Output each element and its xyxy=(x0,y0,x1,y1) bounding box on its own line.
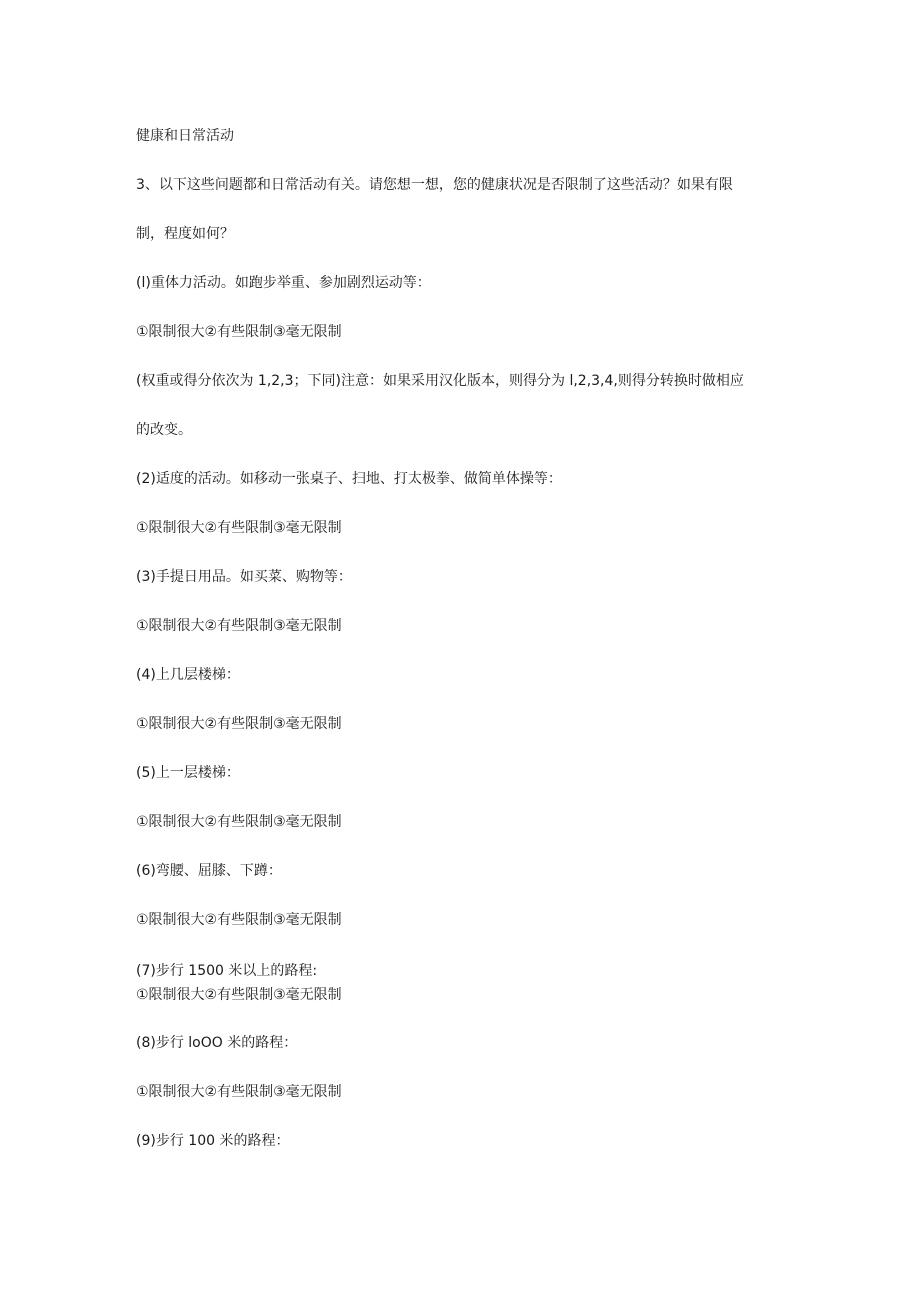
question-2: (2)适度的活动。如移动一张桌子、扫地、打太极拳、做简单体操等： xyxy=(136,471,562,487)
intro-line-1: 3、以下这些问题都和日常活动有关。请您想一想，您的健康状况是否限制了这些活动？如果有限 xyxy=(136,177,733,193)
question-6: (6)弯腰、屈膝、下蹲： xyxy=(136,863,282,879)
question-5: (5)上一层楼梯： xyxy=(136,765,240,781)
question-4: (4)上几层楼梯： xyxy=(136,667,240,683)
question-6-options: ①限制很大②有些限制③毫无限制 xyxy=(136,912,342,928)
question-3-options: ①限制很大②有些限制③毫无限制 xyxy=(136,618,342,634)
question-7: (7)步行 1500 米以上的路程: xyxy=(136,963,318,979)
question-8-options: ①限制很大②有些限制③毫无限制 xyxy=(136,1084,342,1100)
question-8: (8)步行 loOO 米的路程： xyxy=(136,1035,298,1051)
question-2-options: ①限制很大②有些限制③毫无限制 xyxy=(136,520,342,536)
question-3: (3)手提日用品。如买菜、购物等： xyxy=(136,569,352,585)
question-1: (l)重体力活动。如跑步举重、参加剧烈运动等： xyxy=(136,275,431,291)
section-heading: 健康和日常活动 xyxy=(136,128,234,144)
scoring-note-line-2: 的改变。 xyxy=(136,422,192,438)
question-7-options: ①限制很大②有些限制③毫无限制 xyxy=(136,987,342,1003)
question-1-options: ①限制很大②有些限制③毫无限制 xyxy=(136,324,342,340)
question-9: (9)步行 100 米的路程： xyxy=(136,1133,290,1149)
scoring-note-line-1: (权重或得分依次为 1,2,3；下同)注意：如果采用汉化版本，则得分为 l,2,3,4,则得分转换时做相应 xyxy=(136,373,744,389)
question-5-options: ①限制很大②有些限制③毫无限制 xyxy=(136,814,342,830)
question-4-options: ①限制很大②有些限制③毫无限制 xyxy=(136,716,342,732)
intro-line-2: 制，程度如何？ xyxy=(136,226,234,242)
